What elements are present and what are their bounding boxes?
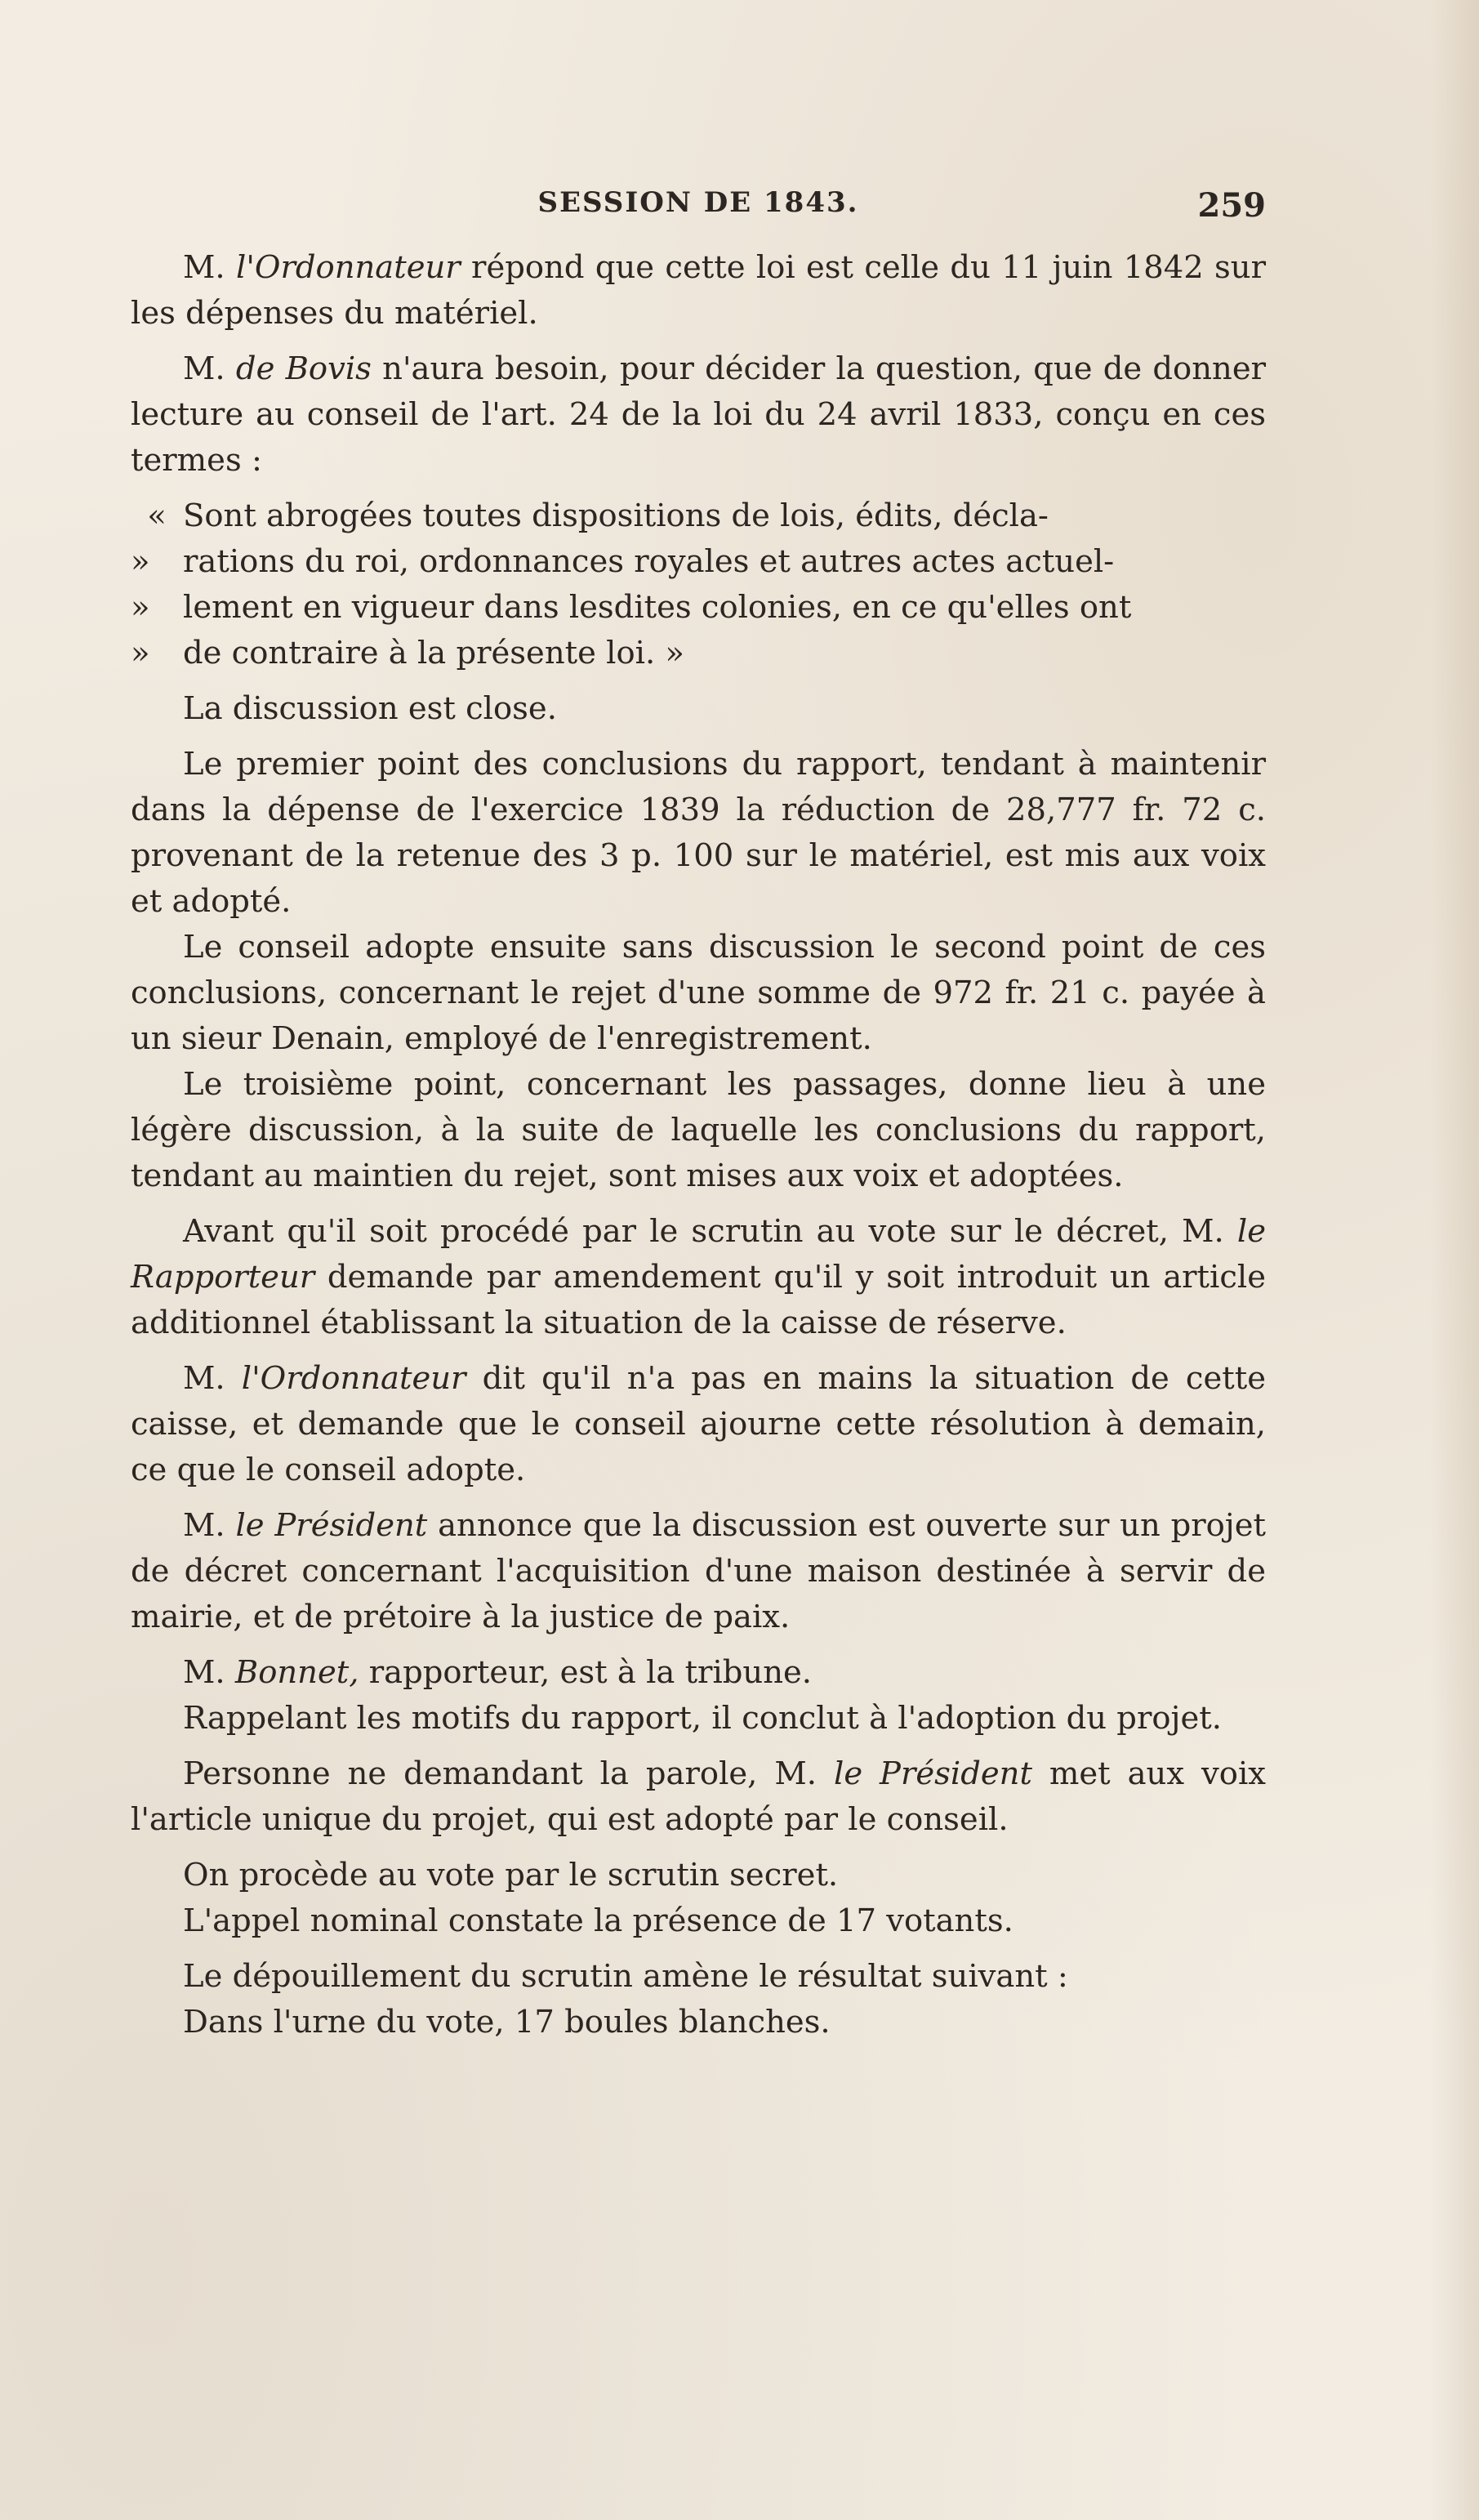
- speaker-name: de Bovis: [235, 350, 372, 387]
- paragraph: Le troisième point, concernant les passages, donne lieu à une légère discussion, à la suite de laquelle les conclusions du rapport, tendant au maintien du rejet, sont mises aux voix et adoptées.: [131, 1066, 1266, 1194]
- quote-mark: »: [131, 635, 150, 671]
- page-header: [131, 186, 1266, 235]
- page-edge-shadow: [1430, 0, 1479, 2520]
- quote-text: Sont abrogées toutes dispositions de lois, édits, décla-: [183, 497, 1049, 534]
- text-run: Personne ne demandant la parole, M.: [183, 1755, 834, 1792]
- text-run: M.: [183, 1654, 235, 1691]
- text-run: rapporteur, est à la tribune.: [359, 1654, 813, 1691]
- quote-line: [131, 585, 1266, 631]
- quoted-article: [131, 493, 1266, 676]
- text-run: Avant qu'il soit procédé par le scrutin au vote sur le décret, M.: [183, 1213, 1237, 1250]
- text-run: M.: [183, 1360, 242, 1397]
- paragraph: La discussion est close.: [183, 690, 557, 727]
- paragraph: L'appel nominal constate la présence de 17 votants.: [183, 1902, 1013, 1939]
- quote-text: lement en vigueur dans lesdites colonies, en ce qu'elles ont: [183, 589, 1132, 626]
- quote-text: rations du roi, ordonnances royales et autres actes actuel-: [183, 543, 1115, 580]
- paragraph: [131, 1356, 1266, 1493]
- paragraph: [131, 1503, 1266, 1640]
- quote-mark: »: [131, 543, 150, 580]
- speaker-name: le Rapporteur: [131, 1213, 1266, 1296]
- speaker-name: Bonnet,: [234, 1654, 359, 1691]
- speaker-name: l'Ordonnateur: [241, 1360, 466, 1397]
- text-run: M.: [183, 350, 236, 387]
- paragraph: Dans l'urne du vote, 17 boules blanches.: [183, 2004, 831, 2041]
- paragraph: Rappelant les motifs du rapport, il conclut à l'adoption du projet.: [183, 1700, 1222, 1737]
- text-run: répond que cette loi est celle du 11 juin 1842 sur les dépenses du matériel.: [131, 249, 1267, 332]
- speaker-name: le Président: [834, 1755, 1032, 1792]
- speaker-name: le Président: [235, 1507, 428, 1544]
- paragraph: [131, 1209, 1266, 1346]
- text-run: n'aura besoin, pour décider la question, que de donner lecture au conseil de l'art. 24 de la loi du 24 avril 1833, conçu en ces termes :: [131, 350, 1267, 479]
- quote-mark: »: [131, 589, 150, 626]
- running-head: SESSION DE 1843.: [537, 186, 859, 219]
- quote-line: [131, 631, 1266, 676]
- page-number: 259: [1197, 186, 1266, 225]
- paragraph: [131, 1650, 1266, 1696]
- quote-line: [131, 539, 1266, 585]
- quote-line: [131, 493, 1266, 539]
- quote-mark: «: [147, 497, 167, 534]
- paragraph: Le dépouillement du scrutin amène le résultat suivant :: [183, 1958, 1068, 1995]
- text-run: met aux voix l'article unique du projet, qui est adopté par le conseil.: [131, 1755, 1266, 1838]
- body-text: [131, 245, 1266, 2055]
- paragraph: Le conseil adopte ensuite sans discussion le second point de ces conclusions, concernant le rejet d'une somme de 972 fr. 21 c. payée à un sieur Denain, employé de l'enregistrement.: [131, 929, 1266, 1057]
- paragraph: Le premier point des conclusions du rapport, tendant à maintenir dans la dépense de l'exercice 1839 la réduction de 28,777 fr. 72 c. provenant de la retenue des 3 p. 100 sur le matériel, est mis aux voix et adopté.: [131, 746, 1266, 920]
- paragraph: On procède au vote par le scrutin secret.: [183, 1857, 839, 1893]
- text-run: demande par amendement qu'il y soit introduit un article additionnel établissant la situation de la caisse de réserve.: [131, 1259, 1266, 1341]
- paragraph: [131, 1751, 1266, 1843]
- paragraph: [131, 245, 1266, 337]
- quote-text: de contraire à la présente loi. »: [183, 635, 684, 671]
- text-run: annonce que la discussion est ouverte sur un projet de décret concernant l'acquisition d'une maison destinée à servir de mairie, et de prétoire à la justice de paix.: [131, 1507, 1266, 1635]
- text-run: M.: [183, 249, 237, 286]
- text-run: M.: [183, 1507, 236, 1544]
- paragraph: [131, 346, 1266, 484]
- text-run: dit qu'il n'a pas en mains la situation de cette caisse, et demande que le conseil ajourne cette résolution à demain, ce que le conseil adopte.: [131, 1360, 1266, 1488]
- speaker-name: l'Ordonnateur: [236, 249, 461, 286]
